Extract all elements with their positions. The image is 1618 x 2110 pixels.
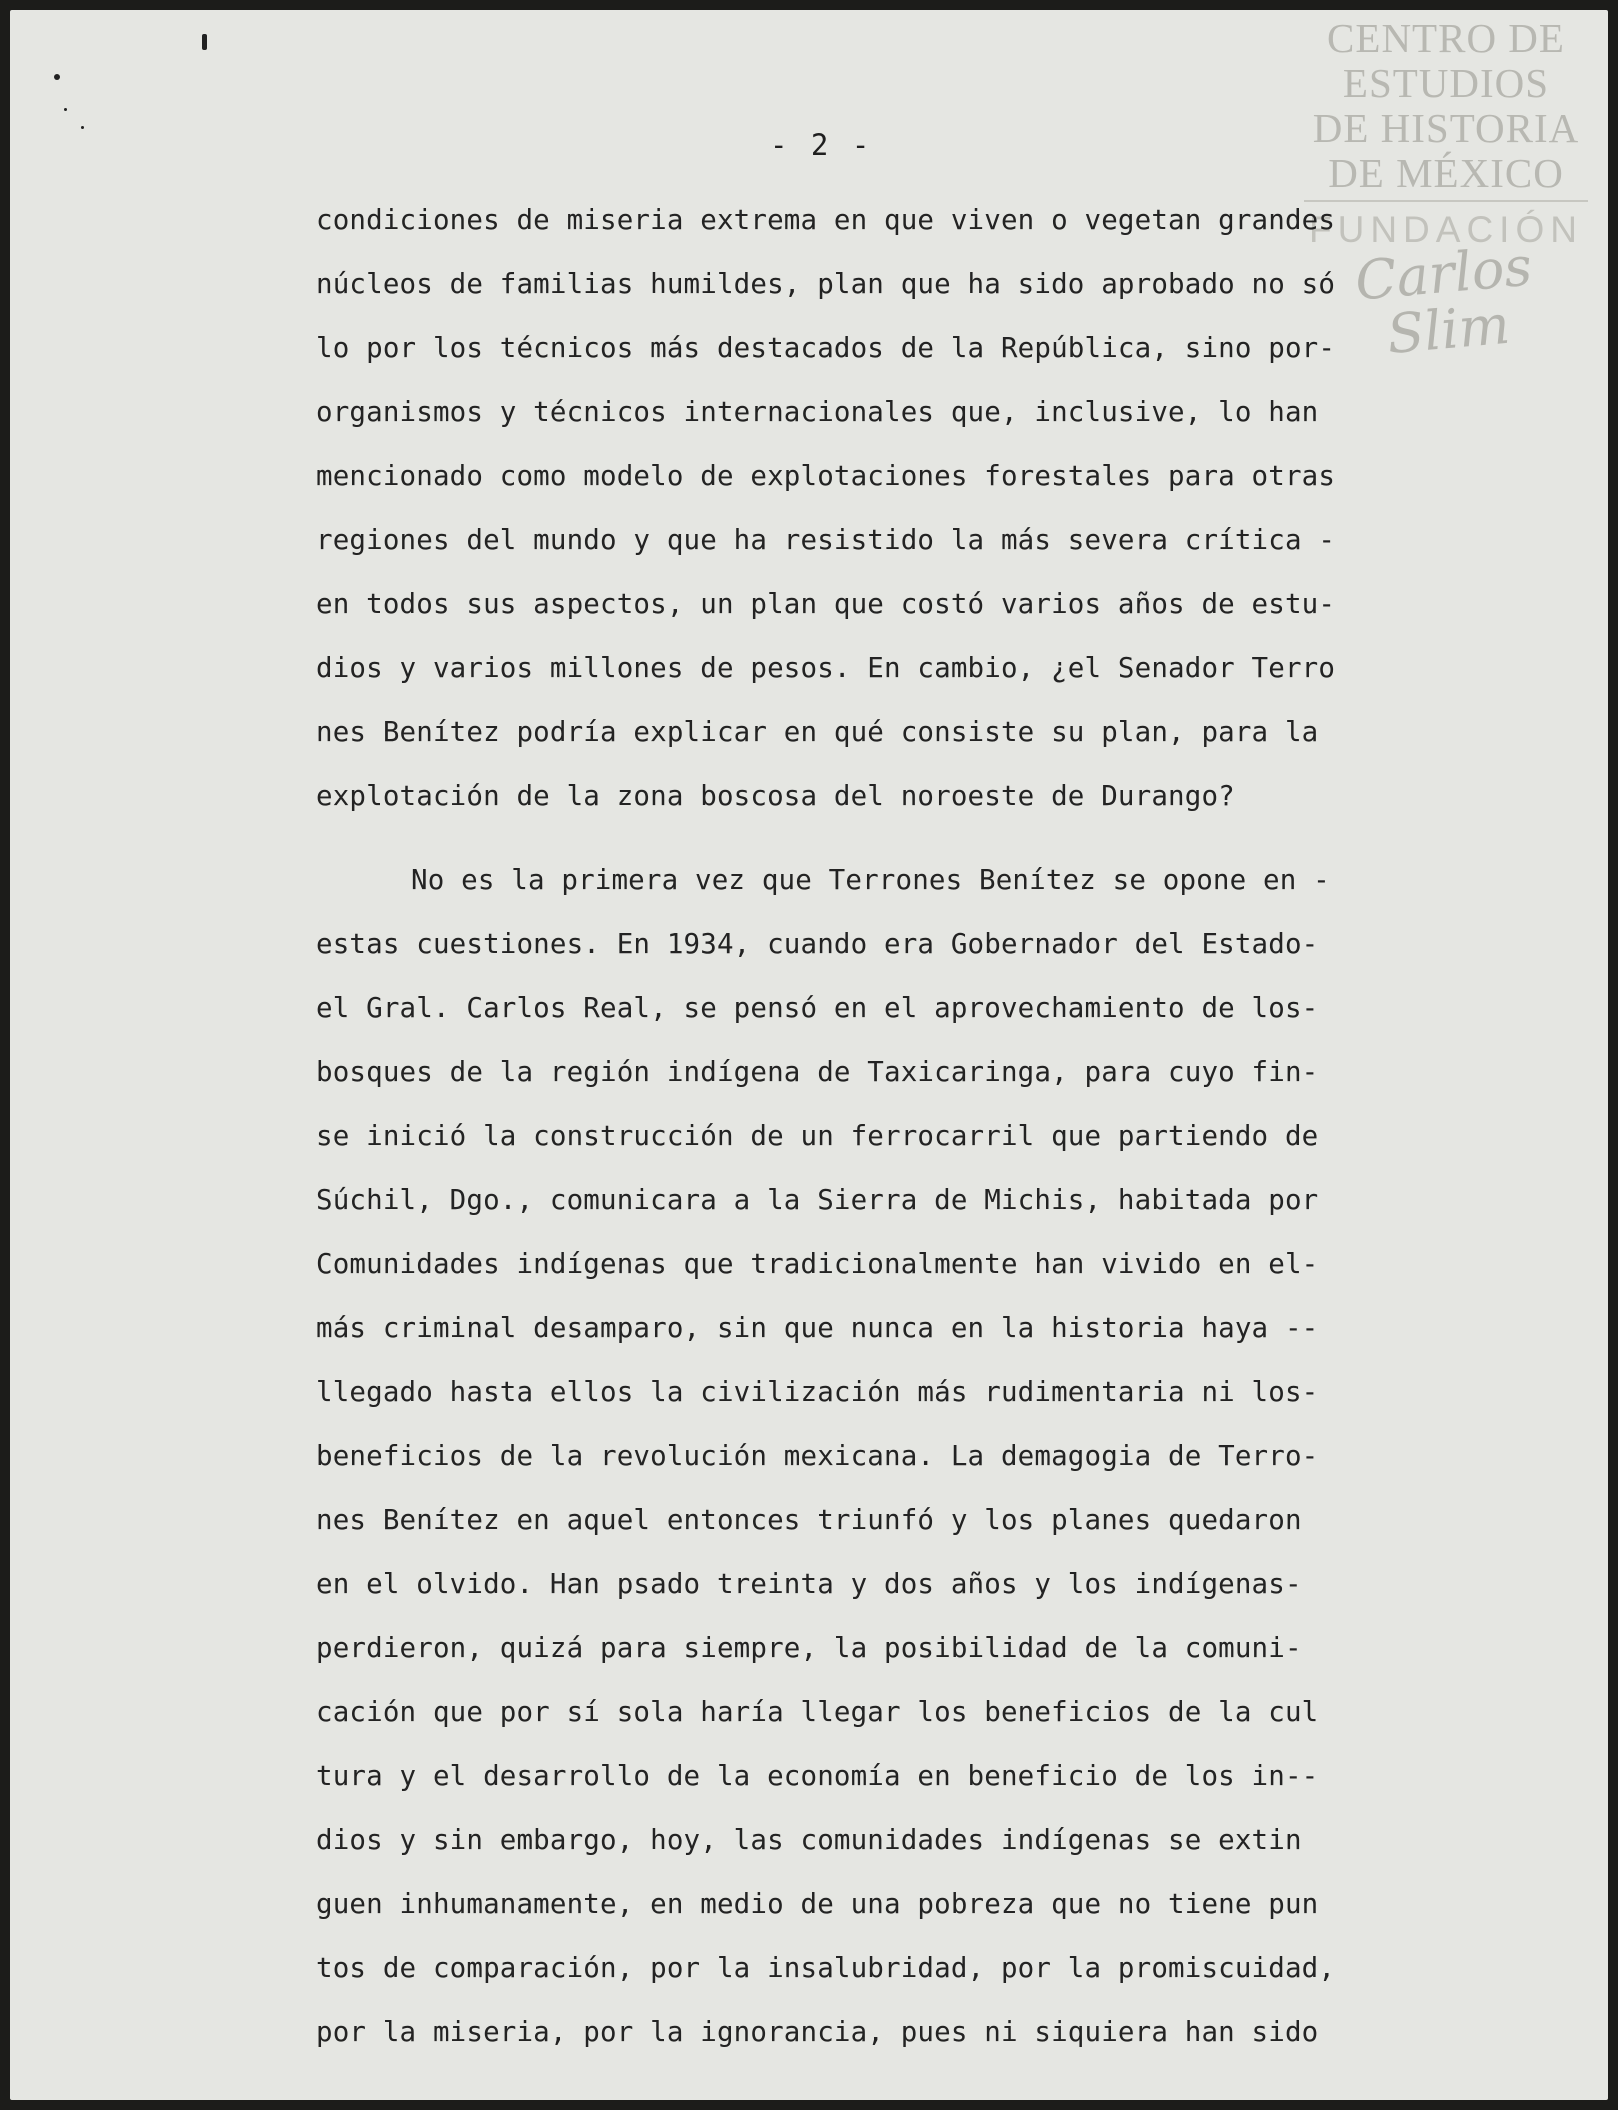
text-line: tura y el desarrollo de la economía en beneficio de los in-- [316, 1760, 1319, 1792]
watermark-line: DE MÉXICO [1328, 150, 1564, 196]
ink-mark [54, 74, 60, 80]
text-line: beneficios de la revolución mexicana. La demagogia de Terro- [316, 1440, 1319, 1472]
text-line: lo por los técnicos más destacados de la República, sino por- [316, 332, 1336, 364]
text-line: nes Benítez en aquel entonces triunfó y los planes quedaron [316, 1504, 1302, 1536]
watermark-signature: Carlos Slim [1352, 234, 1535, 367]
text-line: perdieron, quizá para siempre, la posibilidad de la comuni- [316, 1632, 1302, 1664]
typewritten-text [316, 188, 1476, 2064]
text-line: por la miseria, por la ignorancia, pues ni siquiera han sido [316, 2016, 1319, 2048]
text-line: el Gral. Carlos Real, se pensó en el aprovechamiento de los- [316, 992, 1319, 1024]
ink-mark [202, 34, 207, 50]
paragraph-2 [316, 848, 1476, 2064]
text-line: en el olvido. Han psado treinta y dos años y los indígenas- [316, 1568, 1302, 1600]
ink-mark [81, 126, 84, 129]
watermark-foundation: FUNDACIÓN [1309, 209, 1583, 250]
text-line: se inició la construcción de un ferrocarril que partiendo de [316, 1120, 1319, 1152]
text-line: No es la primera vez que Terrones Benítez se opone en - [411, 864, 1330, 896]
paragraph-1 [316, 188, 1476, 828]
text-line: regiones del mundo y que ha resistido la más severa crítica - [316, 524, 1336, 556]
text-line: núcleos de familias humildes, plan que ha sido aprobado no só [316, 268, 1336, 300]
paragraph-gap [316, 828, 1476, 848]
text-line: estas cuestiones. En 1934, cuando era Gobernador del Estado- [316, 928, 1319, 960]
text-line: nes Benítez podría explicar en qué consiste su plan, para la [316, 716, 1319, 748]
document-page [10, 10, 1608, 2100]
watermark-line: DE HISTORIA [1312, 105, 1580, 151]
ink-mark [64, 108, 67, 111]
text-line: condiciones de miseria extrema en que viven o vegetan grandes [316, 204, 1336, 236]
text-line: dios y varios millones de pesos. En cambio, ¿el Senador Terro [316, 652, 1336, 684]
watermark-line: ESTUDIOS [1342, 60, 1550, 106]
text-line: más criminal desamparo, sin que nunca en la historia haya -- [316, 1312, 1319, 1344]
text-line: dios y sin embargo, hoy, las comunidades indígenas se extin [316, 1824, 1302, 1856]
text-line: Súchil, Dgo., comunicara a la Sierra de Michis, habitada por [316, 1184, 1319, 1216]
text-line: cación que por sí sola haría llegar los beneficios de la cul [316, 1696, 1319, 1728]
text-line: explotación de la zona boscosa del noroeste de Durango? [316, 780, 1235, 812]
text-line: tos de comparación, por la insalubridad, por la promiscuidad, [316, 1952, 1336, 1984]
text-line: Comunidades indígenas que tradicionalmente han vivido en el- [316, 1248, 1319, 1280]
text-line: mencionado como modelo de explotaciones forestales para otras [316, 460, 1336, 492]
text-line: guen inhumanamente, en medio de una pobreza que no tiene pun [316, 1888, 1319, 1920]
text-line: en todos sus aspectos, un plan que costó varios años de estu- [316, 588, 1336, 620]
text-line: bosques de la región indígena de Taxicaringa, para cuyo fin- [316, 1056, 1319, 1088]
page-number: - 2 - [770, 128, 873, 162]
watermark-line: CENTRO DE [1327, 15, 1565, 61]
text-line: llegado hasta ellos la civilización más rudimentaria ni los- [316, 1376, 1319, 1408]
text-line: organismos y técnicos internacionales que, inclusive, lo han [316, 396, 1319, 428]
